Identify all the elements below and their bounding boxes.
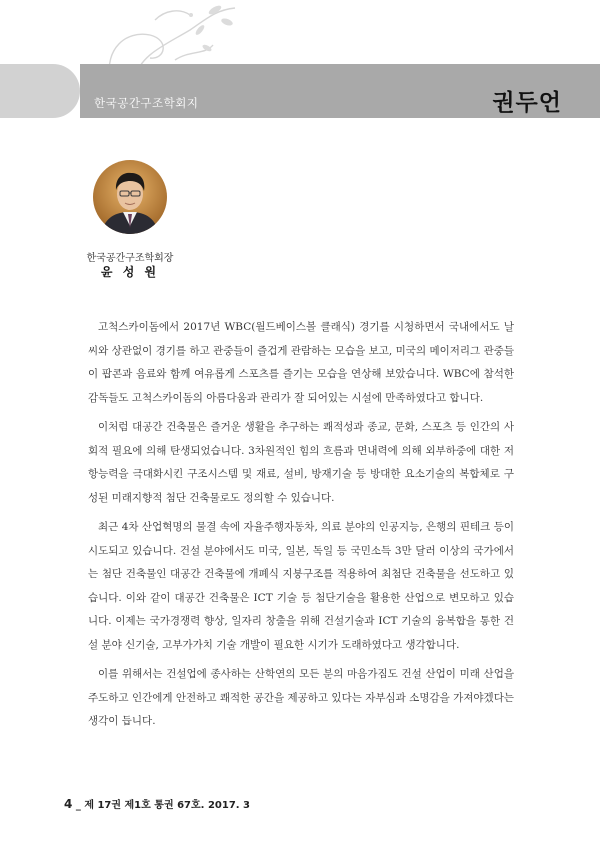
- paragraph: 최근 4차 산업혁명의 물결 속에 자율주행자동차, 의료 분야의 인공지능, 은행의 핀테크 등이 시도되고 있습니다. 건설 분야에서도 미국, 일본, 독일 등 국민소득 3만 달러 이상의 국가에서는 첨단 건축물인 대공간 건축물에 개폐식 지붕구조를 적용하여 최첨단 건축물을 선도하고 있습니다. 이와 같이 대공간 건축물은 ICT 기술 등 첨단기술을 활용한 산업으로 변모하고 있습니다. 이제는 국가경쟁력 향상, 일자리 창출을 위해 건설기술과 ICT 기술의 융복합을 통한 건설 분야 신기술, 고부가가치 기술 개발이 필요한 시기가 도래하였다고 생각합니다.: [88, 521, 514, 651]
- issue-info: _ 제 17권 제1호 통권 67호. 2017. 3: [75, 800, 251, 811]
- journal-name: 한국공간구조학회지: [94, 96, 199, 110]
- page-footer: [64, 796, 250, 811]
- paragraph: 고척스카이돔에서 2017년 WBC(월드베이스볼 클래식) 경기를 시청하면서 국내에서도 날씨와 상관없이 경기를 하고 관중들이 즐겁게 관람하는 모습을 보고, 미국의 메이저리그 관중들이 팝콘과 음료와 함께 여유롭게 스포츠를 즐기는 모습을 연상해 보았습니다. WBC에 참석한 감독들도 고척스카이돔의 아름다움과 관리가 잘 되어있는 시설에 만족하였다고 합니다.: [88, 321, 514, 404]
- author-name: 윤 성 원: [100, 265, 160, 279]
- page-number: 4: [64, 797, 73, 811]
- author-affiliation: 한국공간구조학회장: [86, 253, 174, 264]
- author-portrait: [93, 160, 167, 234]
- article-body: [88, 316, 514, 740]
- header-tab-decoration: [0, 64, 80, 118]
- column-title: 권두언: [492, 90, 562, 116]
- paragraph: 이를 위해서는 건설업에 종사하는 산학연의 모든 분의 마음가짐도 건설 산업이 미래 산업을 주도하고 인간에게 안전하고 쾌적한 공간을 제공하고 있다는 자부심과 소명감을 가져야겠다는 생각이 듭니다.: [88, 668, 514, 727]
- paragraph: 이처럼 대공간 건축물은 즐거운 생활을 추구하는 쾌적성과 종교, 문화, 스포츠 등 인간의 사회적 필요에 의해 탄생되었습니다. 3차원적인 힘의 흐름과 면내력에 의해 외부하중에 대한 저항능력을 극대화시킨 구조시스템 및 재료, 설비, 방재기술 등 방대한 요소기술의 복합체로 구성된 미래지향적 첨단 건축물로도 정의할 수 있습니다.: [88, 421, 514, 504]
